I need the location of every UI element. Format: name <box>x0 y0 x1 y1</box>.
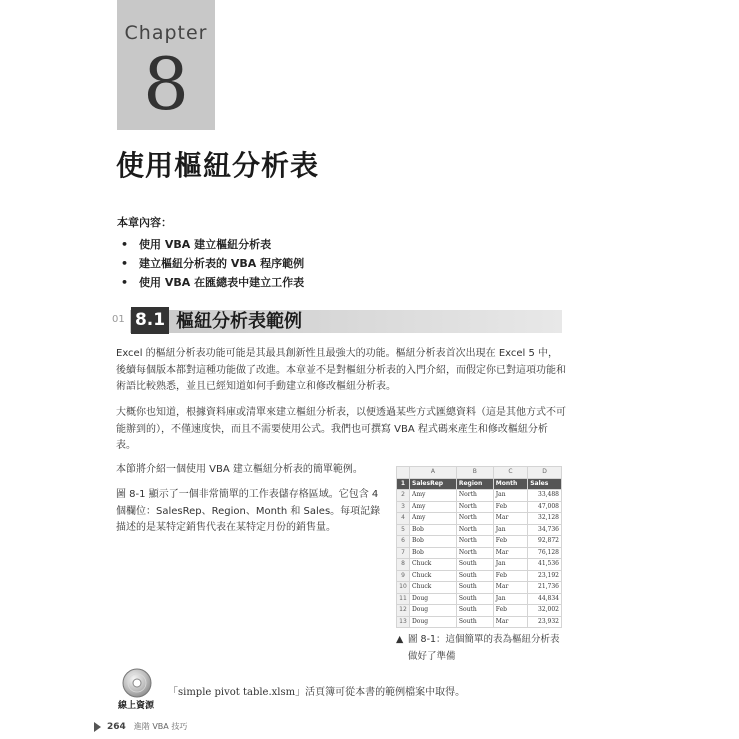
row-number: 2 <box>397 490 410 502</box>
field-header-row <box>397 478 562 490</box>
table-cell: North <box>456 501 493 513</box>
table-row <box>397 490 562 502</box>
list-item <box>121 254 304 273</box>
list-item-text: 使用 VBA 在匯總表中建立工作表 <box>139 276 305 289</box>
table-cell: Feb <box>493 536 527 548</box>
section-mark: 01 <box>112 314 125 325</box>
table-cell: Chuck <box>410 559 457 571</box>
table-row <box>397 616 562 628</box>
table-cell: 23,192 <box>528 570 562 582</box>
table-cell: Doug <box>410 616 457 628</box>
table-row <box>397 593 562 605</box>
caption-line-1: 圖 8-1：這個簡單的表為樞紐分析表 <box>408 634 560 645</box>
figure-caption <box>396 631 560 665</box>
table-row <box>397 524 562 536</box>
chapter-box <box>117 0 215 130</box>
table-cell: South <box>456 559 493 571</box>
column-header: C <box>493 467 527 479</box>
table-cell: Jan <box>493 524 527 536</box>
list-item-text: 使用 VBA 建立樞紐分析表 <box>139 238 272 251</box>
arrow-icon <box>94 722 101 732</box>
table-cell: North <box>456 490 493 502</box>
table-cell: South <box>456 616 493 628</box>
row-number: 8 <box>397 559 410 571</box>
table-row <box>397 501 562 513</box>
contents-label: 本章內容： <box>117 216 172 229</box>
table-cell: 76,128 <box>528 547 562 559</box>
corner-cell <box>397 467 410 479</box>
online-resource-note: 「simple pivot table.xlsm」活頁簿可從本書的範例檔案中取得。 <box>168 687 466 698</box>
online-resource-label: 線上資源 <box>118 701 155 711</box>
row-number: 11 <box>397 593 410 605</box>
row-number: 12 <box>397 605 410 617</box>
table-cell: Bob <box>410 547 457 559</box>
row-number: 6 <box>397 536 410 548</box>
field-header: Sales <box>528 478 562 490</box>
section-title: 樞紐分析表範例 <box>176 311 302 332</box>
table-cell: 32,002 <box>528 605 562 617</box>
row-number: 4 <box>397 513 410 525</box>
column-header: B <box>456 467 493 479</box>
table-cell: Chuck <box>410 582 457 594</box>
table-cell: 44,834 <box>528 593 562 605</box>
table-row <box>397 513 562 525</box>
field-header: SalesRep <box>410 478 457 490</box>
list-item <box>121 273 304 292</box>
sheet-body <box>397 490 562 628</box>
list-item <box>121 235 304 254</box>
field-header: Region <box>456 478 493 490</box>
table-row <box>397 582 562 594</box>
table-cell: 47,008 <box>528 501 562 513</box>
chapter-title: 使用樞紐分析表 <box>116 149 320 182</box>
table-cell: Mar <box>493 547 527 559</box>
bullet-icon: • <box>121 238 129 251</box>
worksheet-figure <box>396 466 562 628</box>
table-cell: Feb <box>493 570 527 582</box>
table-cell: Doug <box>410 593 457 605</box>
row-number: 3 <box>397 501 410 513</box>
row-number: 9 <box>397 570 410 582</box>
bullet-icon: • <box>121 257 129 270</box>
table-cell: Chuck <box>410 570 457 582</box>
bullet-icon: • <box>121 276 129 289</box>
row-number: 10 <box>397 582 410 594</box>
row-number: 1 <box>397 478 410 490</box>
table-cell: Bob <box>410 536 457 548</box>
table-cell: Mar <box>493 616 527 628</box>
caption-line-2: 做好了準備 <box>408 651 456 662</box>
contents-list <box>121 235 304 292</box>
table-row <box>397 605 562 617</box>
column-header-row <box>397 467 562 479</box>
table-row <box>397 536 562 548</box>
table-cell: Amy <box>410 501 457 513</box>
table-cell: Mar <box>493 513 527 525</box>
table-cell: Amy <box>410 490 457 502</box>
table-cell: Jan <box>493 490 527 502</box>
row-number: 5 <box>397 524 410 536</box>
table-cell: 21,736 <box>528 582 562 594</box>
paragraph-summary: 大概你也知道，根據資料庫或清單來建立樞紐分析表，以便透過某些方式匯總資料（這是其他方式不可能辦到的），不僅速度快，而且不需要使用公式。我們也可撰寫 VBA 程式碼來產生和修改樞紐分析表。 <box>116 407 566 451</box>
table-cell: 33,488 <box>528 490 562 502</box>
list-item-text: 建立樞紐分析表的 VBA 程序範例 <box>139 257 305 270</box>
page-number: 264 <box>107 722 126 732</box>
table-cell: North <box>456 547 493 559</box>
table-cell: Bob <box>410 524 457 536</box>
table-cell: 32,128 <box>528 513 562 525</box>
table-cell: Mar <box>493 582 527 594</box>
table-cell: North <box>456 536 493 548</box>
book-title: 進階 VBA 技巧 <box>133 722 188 731</box>
table-row <box>397 559 562 571</box>
column-header: D <box>528 467 562 479</box>
paragraph-intro: Excel 的樞紐分析表功能可能是其最具創新性且最強大的功能。樞紐分析表首次出現在 Excel 5 中，後續每個版本都對這種功能做了改進。本章並不是對樞紐分析表的入門介紹，而假定你已對這項功能和術語比較熟悉，並且已經知道如何手動建立和修改樞紐分析表。 <box>116 348 566 392</box>
table-cell: 34,736 <box>528 524 562 536</box>
table-cell: Feb <box>493 501 527 513</box>
table-cell: South <box>456 593 493 605</box>
table-cell: Amy <box>410 513 457 525</box>
table-cell: North <box>456 524 493 536</box>
chapter-word: Chapter <box>124 22 208 44</box>
column-header: A <box>410 467 457 479</box>
table-cell: Feb <box>493 605 527 617</box>
page-footer <box>94 721 187 732</box>
table-cell: Jan <box>493 593 527 605</box>
table-cell: Doug <box>410 605 457 617</box>
table-cell: Jan <box>493 559 527 571</box>
paragraph-example: 本節將介紹一個使用 VBA 建立樞紐分析表的簡單範例。 <box>116 464 363 475</box>
table-cell: South <box>456 605 493 617</box>
table-cell: 23,932 <box>528 616 562 628</box>
chapter-number: 8 <box>143 42 189 126</box>
cd-icon <box>122 668 152 698</box>
table-cell: North <box>456 513 493 525</box>
table-cell: 92,872 <box>528 536 562 548</box>
triangle-icon: ▲ <box>396 634 404 645</box>
row-number: 13 <box>397 616 410 628</box>
row-number: 7 <box>397 547 410 559</box>
table-cell: South <box>456 582 493 594</box>
table-cell: South <box>456 570 493 582</box>
section-number: 8.1 <box>131 307 169 334</box>
table-cell: 41,536 <box>528 559 562 571</box>
table-row <box>397 570 562 582</box>
paragraph-figure-desc: 圖 8-1 顯示了一個非常簡單的工作表儲存格區域。它包含 4 個欄位：SalesRep、Region、Month 和 Sales。每項記錄描述的是某特定銷售代表在某特定月份的銷售量。 <box>116 489 381 533</box>
table-row <box>397 547 562 559</box>
field-header: Month <box>493 478 527 490</box>
